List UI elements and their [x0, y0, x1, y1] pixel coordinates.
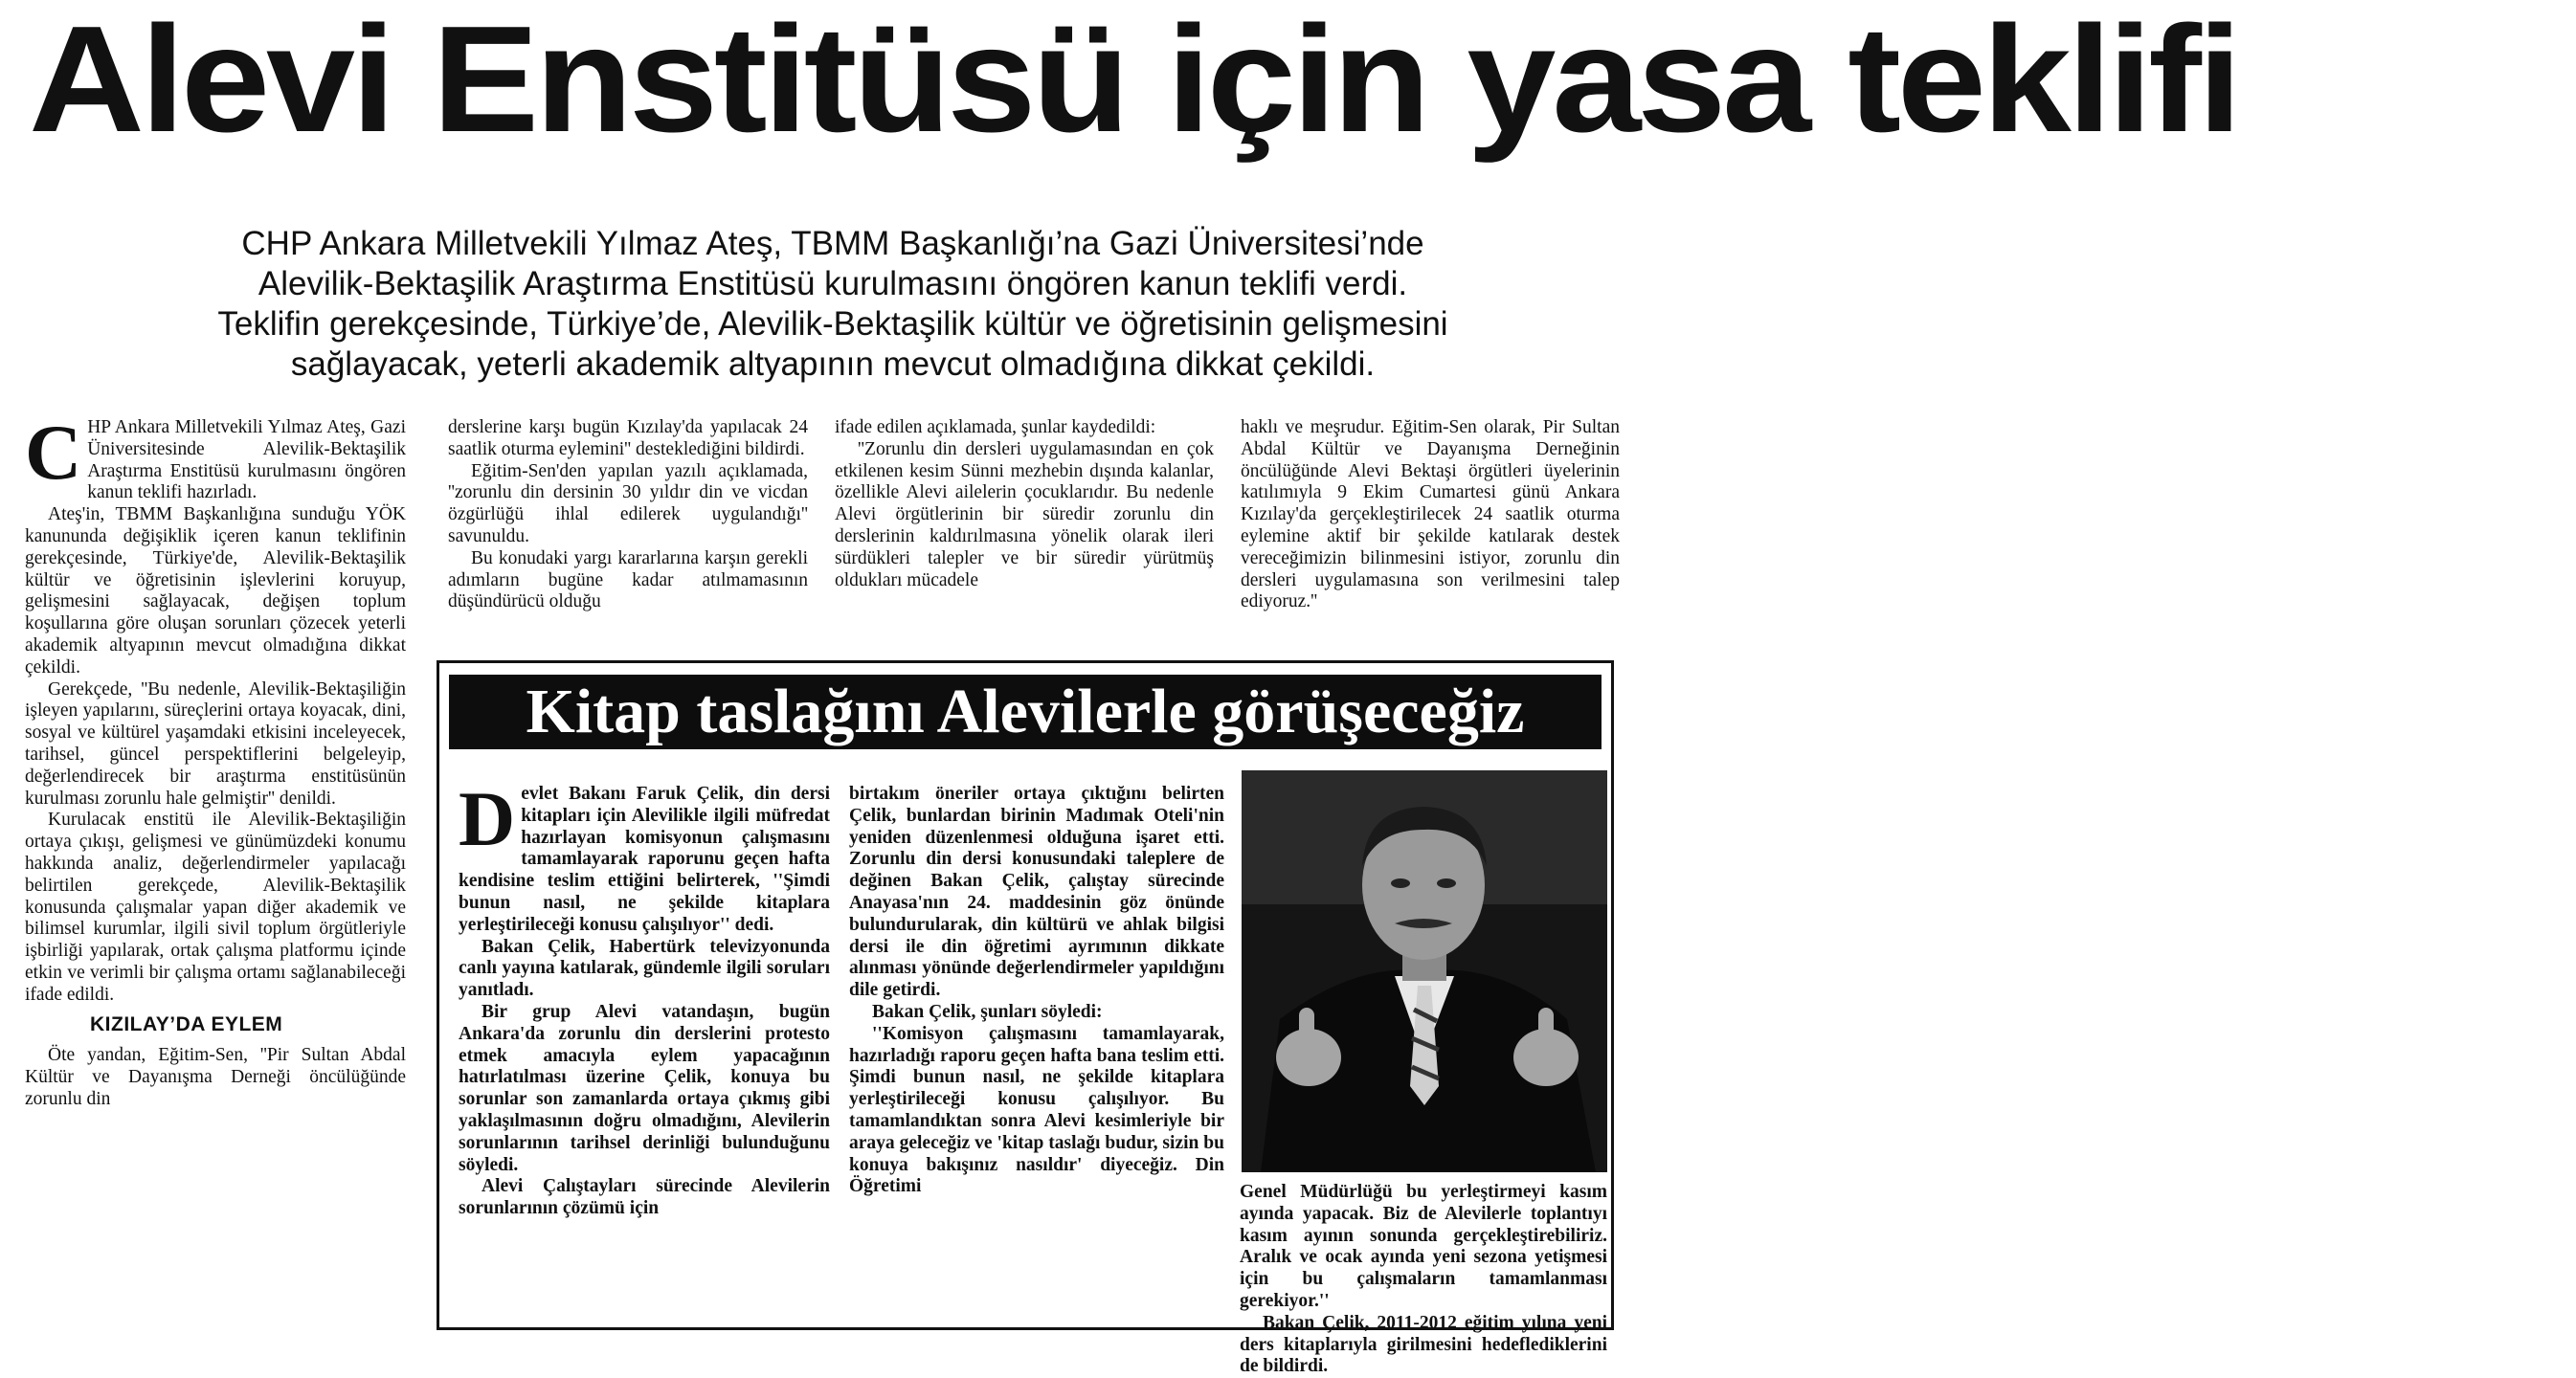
paragraph: Bu konudaki yargı kararlarına karşın gerekli adımların bugüne kadar atılmamasının düşündürücü olduğu: [448, 547, 808, 612]
box-column-1: [459, 775, 830, 1320]
paragraph: Eğitim-Sen'den yapılan yazılı açıklamada, ''zorunlu din dersinin 30 yıldır din ve vicdan özgürlüğü ihlal edilerek uygulandığı'' savunuldu.: [448, 460, 808, 546]
paragraph: Alevi Çalıştayları sürecinde Alevilerin sorunlarının çözümü için: [459, 1176, 830, 1219]
paragraph: Kurulacak enstitü ile Alevilik-Bektaşiliğin ortaya çıkışı, gelişmesi ve günümüzdeki konumu hakkında analiz, değerlendirmeler yapılacağı belirtilen gerekçede, Alevilik-Bektaşilik konusunda çalışmalar yapan diğer akademik ve bilimsel kurumlar, ilgili sivil toplum örgütleriyle işbirliği yapılarak, ortak çalışma platformu içinde etkin ve verimli bir çalışma ortamı sağlanabileceği ifade edildi.: [25, 810, 406, 1005]
article-column-1: [25, 409, 406, 1332]
paragraph: evlet Bakanı Faruk Çelik, din dersi kitapları için Alevilikle ilgili müfredat hazırlayan komisyonun çalışmasını tamamlayarak raporunu geçen hafta kendisine teslim ettiğini belirterek, ''Şimdi bunun nasıl, ne şekilde kitaplara yerleştirileceği konusu çalışılıyor'' dedi.: [459, 784, 830, 935]
deck-line: Teklifin gerekçesinde, Türkiye’de, Alevilik-Bektaşilik kültür ve öğretisinin gelişmesini: [217, 305, 1448, 343]
paragraph: ifade edilen açıklamada, şunlar kaydedildi:: [835, 417, 1156, 437]
box-title: Kitap taslağını Alevilerle görüşeceğiz: [449, 675, 1602, 749]
article-column-3: [835, 417, 1214, 656]
paragraph: Bakan Çelik, Habertürk televizyonunda canlı yayına katılarak, gündemle ilgili soruları yanıtladı.: [459, 936, 830, 1001]
dropcap: D: [459, 775, 516, 862]
paragraph: Ateş'in, TBMM Başkanlığına sunduğu YÖK kanununda değişiklik içeren kanun teklifinin gerekçesinde, Türkiye'de, Alevilik-Bektaşilik kültür ve öğretisinin işlevlerini koruyup, gelişmesini sağlayacak, değişen toplum koşullarına göre oluşan sorunları çözecek yeterli akademik altyapının mevcut olmadığına dikkat çekildi.: [25, 504, 406, 678]
portrait-photo: [1242, 770, 1607, 1172]
box-column-3: [1240, 1182, 1607, 1377]
paragraph: Bakan Çelik, şunları söyledi:: [872, 1001, 1103, 1022]
paragraph: ''Komisyon çalışmasını tamamlayarak, hazırladığı raporu geçen hafta bana teslim etti. Şimdi bunun nasıl, ne şekilde kitaplara yerleştirileceği konusu çalışılıyor. Bu tamamlandıktan sonra Alevi kesimleriyle bir araya geleceğiz ve 'kitap taslağı budur, sizin bu konuya bakışınız nasıldır' diyeceğiz. Din Öğretimi: [849, 1023, 1224, 1197]
box-column-2: [849, 784, 1224, 1320]
paragraph: Gerekçede, ''Bu nedenle, Alevilik-Bektaşiliğin işleyen yapılarını, süreçlerini ortaya koyacak, dini, sosyal ve kültürel yaşamdaki etkisini inceleyecek, tarihsel, güncel perspektiflerini belgeleyip, değerlendirecek bir araştırma enstitüsünün kurulması zorunlu hale gelmiştir'' denildi.: [25, 678, 406, 809]
paragraph: haklı ve meşrudur. Eğitim-Sen olarak, Pir Sultan Abdal Kültür ve Dayanışma Derneğinin öncülüğünde Alevi Bektaşi örgütleri üyelerinin katılımıyla 9 Ekim Cumartesi günü Ankara Kızılay'da gerçekleştirilecek 24 saatlik oturma eylemine aktif bir şekilde katılarak destek vereceğimizin bilinmesini istiyor, zorunlu din dersleri uygulamasına son verilmesini talep ediyoruz.'': [1241, 417, 1620, 612]
paragraph: Bakan Çelik, 2011-2012 eğitim yılına yeni ders kitaplarıyla girilmesini hedeflediklerini de bildirdi.: [1240, 1312, 1607, 1377]
paragraph: Bir grup Alevi vatandaşın, bugün Ankara'da zorunlu din derslerini protesto etmek amacıyla eylem yapacağının hatırlatılması üzerine Çelik, konuya bu sorunlar son zamanlarda ortaya çıkmış gibi yaklaşılmasının doğru olmadığını, Alevilerin sorunlarının tarihsel derinliği bulunduğunu söyledi.: [459, 1001, 830, 1175]
deck-line: CHP Ankara Milletvekili Yılmaz Ateş, TBMM Başkanlığı’na Gazi Üniversitesi’nde: [241, 225, 1424, 262]
portrait-illustration: [1242, 770, 1607, 1172]
deck-line: Alevilik-Bektaşilik Araştırma Enstitüsü kurulmasını öngören kanun teklifi verdi.: [258, 265, 1408, 302]
deck: [57, 224, 1608, 385]
article-column-4: [1241, 417, 1620, 656]
paragraph: derslerine karşı bugün Kızılay'da yapılacak 24 saatlik oturma eylemini'' desteklediğini bildirdi.: [448, 417, 808, 459]
headline: Alevi Enstitüsü için yasa teklifi: [29, 0, 2239, 164]
paragraph: Öte yandan, Eğitim-Sen, ''Pir Sultan Abdal Kültür ve Dayanışma Derneği öncülüğünde zorunlu din: [25, 1045, 406, 1109]
paragraph: ''Zorunlu din dersleri uygulamasından en çok etkilenen kesim Sünni mezhebin dışında kalanlar, özellikle Alevi ailelerin çocuklarıdır. Bu nedenle Alevi örgütlerinin bir süredir zorunlu din derslerinin kaldırılmasına yönelik olarak ileri sürdükleri talepler ve bir süredir yürütmüş oldukları mücadele: [835, 438, 1214, 590]
article-column-2: [448, 417, 808, 656]
deck-line: sağlayacak, yeterli akademik altyapının mevcut olmadığına dikkat çekildi.: [290, 345, 1376, 383]
dropcap: C: [25, 409, 82, 496]
paragraph: Genel Müdürlüğü bu yerleştirmeyi kasım ayında yapacak. Biz de Alevilerle toplantıyı kasım ayının sonunda gerçekleştirebiliriz. Aralık ve ocak ayında yeni sezona yetişmesi için bu çalışmaların tamamlanması gerekiyor.'': [1240, 1182, 1607, 1311]
subheading: KIZILAY’DA EYLEM: [90, 1012, 283, 1035]
sidebar-story-box: [437, 660, 1614, 1377]
paragraph: HP Ankara Milletvekili Yılmaz Ateş, Gazi Üniversitesinde Alevilik-Bektaşilik Araştırma Enstitüsü kurulmasını öngören kanun teklifi hazırladı.: [87, 417, 406, 503]
paragraph: birtakım öneriler ortaya çıktığını belirten Çelik, bunlardan birinin Madımak Oteli'nin yeniden düzenlenmesi olduğuna işaret etti. Zorunlu din dersi konusundaki taleplere de değinen Bakan Çelik, çalıştay sürecinde Anayasa'nın 24. maddesinin göz önünde bulundurularak, din kültürü ve ahlak bilgisi dersi ile din öğretimi ayrımının dikkate alınması yönünde değerlendirmeler yapıldığını dile getirdi.: [849, 784, 1224, 1001]
